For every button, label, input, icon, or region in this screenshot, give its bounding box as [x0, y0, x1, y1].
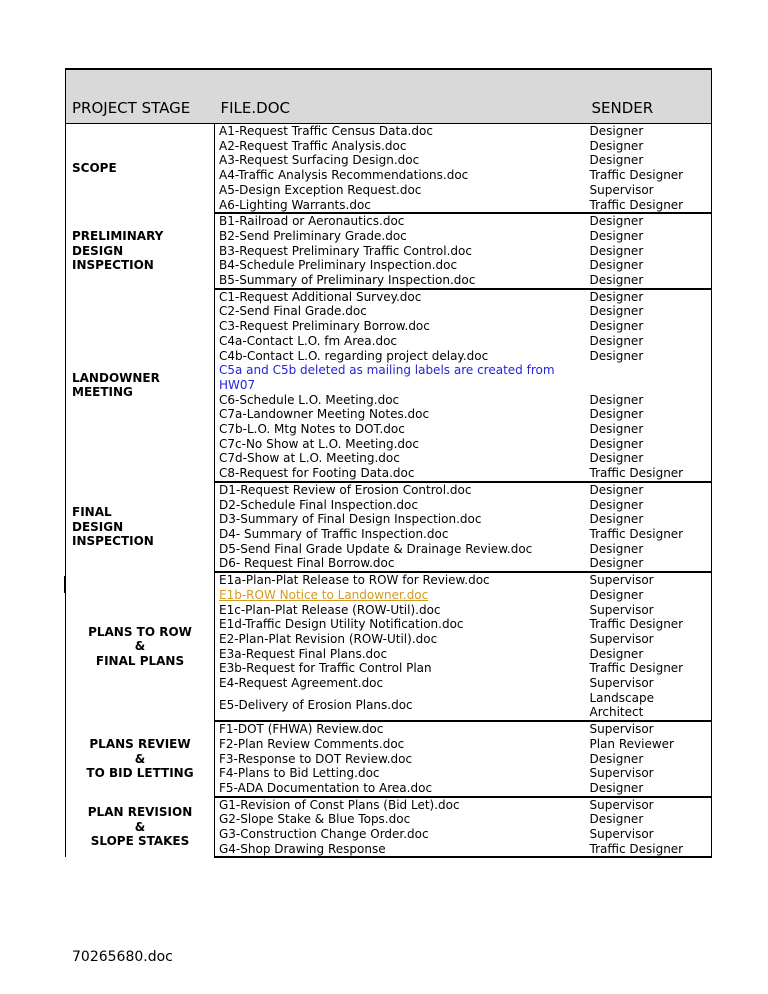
table-row — [66, 797, 712, 813]
file-cell: A5-Design Exception Request.doc — [219, 182, 422, 197]
file-cell: F5-ADA Documentation to Area.doc — [215, 781, 586, 797]
file-cell — [215, 588, 586, 603]
file-cell: A3-Request Surfacing Design.doc — [219, 153, 420, 168]
project-stage-label: MEETING — [72, 385, 133, 400]
file-cell: D5-Send Final Grade Update & Drainage Review.doc — [219, 541, 533, 556]
table-row — [66, 482, 712, 498]
project-stage-label: & — [134, 639, 146, 654]
sender-cell: Landscape Architect — [586, 691, 712, 721]
file-cell: A1-Request Traffic Census Data.doc — [219, 124, 433, 138]
file-cell: A4-Traffic Analysis Recommendations.doc — [219, 168, 469, 183]
file-cell: E1a-Plan-Plat Release to ROW for Review.doc — [219, 573, 490, 588]
file-cell: D6- Request Final Borrow.doc — [215, 556, 586, 572]
sender-cell: Designer — [586, 304, 712, 319]
sender-cell: Designer — [586, 153, 712, 168]
project-stage-label: SCOPE — [72, 161, 117, 176]
file-cell: B3-Request Preliminary Traffic Control.doc — [219, 243, 472, 258]
file-cell: E4-Request Agreement.doc — [219, 676, 384, 691]
sender-cell: Designer — [586, 588, 712, 603]
footer-filename: 70265680.doc — [72, 949, 173, 965]
sender-cell: Designer — [586, 647, 712, 662]
file-cell: C7a-Landowner Meeting Notes.doc — [219, 407, 430, 422]
file-cell: C2-Send Final Grade.doc — [219, 304, 367, 319]
project-stage-cell — [66, 124, 215, 214]
file-cell: E1c-Plan-Plat Release (ROW-Util).doc — [219, 602, 441, 617]
sender-cell: Traffic Designer — [586, 617, 712, 632]
sender-cell: Supervisor — [586, 572, 712, 588]
table-header-row — [66, 69, 712, 124]
project-stage-label: DESIGN — [72, 519, 124, 534]
project-stage-label: DESIGN — [72, 243, 124, 258]
sender-cell: Designer — [586, 273, 712, 289]
sender-cell: Traffic Designer — [586, 842, 712, 858]
file-link[interactable]: E1b-ROW Notice to Landowner.doc — [219, 587, 429, 602]
table-row — [66, 124, 712, 139]
sender-cell: Designer — [586, 407, 712, 422]
file-cell: B5-Summary of Preliminary Inspection.doc — [215, 273, 586, 289]
file-cell: A2-Request Traffic Analysis.doc — [219, 138, 407, 153]
sender-cell: Designer — [586, 393, 712, 408]
sender-cell: Traffic Designer — [586, 168, 712, 183]
sender-cell: Designer — [586, 542, 712, 557]
project-stage-cell — [66, 482, 215, 572]
project-stage-label: INSPECTION — [72, 258, 154, 273]
file-cell: B4-Schedule Preliminary Inspection.doc — [219, 258, 458, 273]
sender-cell: Traffic Designer — [586, 661, 712, 676]
file-cell: D1-Request Review of Erosion Control.doc — [219, 482, 472, 497]
file-cell: D3-Summary of Final Design Inspection.doc — [219, 512, 482, 527]
file-cell: C6-Schedule L.O. Meeting.doc — [219, 392, 400, 407]
file-cell: C1-Request Additional Survey.doc — [219, 289, 422, 304]
file-cell: E1d-Traffic Design Utility Notification.doc — [219, 617, 464, 632]
sender-cell: Supervisor — [586, 632, 712, 647]
sender-cell: Designer — [586, 334, 712, 349]
file-cell: C7c-No Show at L.O. Meeting.doc — [219, 436, 419, 451]
file-cell: C8-Request for Footing Data.doc — [215, 466, 586, 482]
file-cell: C3-Request Preliminary Borrow.doc — [219, 319, 430, 334]
file-cell: D4- Summary of Traffic Inspection.doc — [219, 526, 449, 541]
sender-cell — [586, 363, 712, 392]
project-stage-label: PRELIMINARY — [72, 228, 164, 243]
sender-cell: Designer — [586, 213, 712, 229]
sender-cell: Designer — [586, 498, 712, 513]
table-row — [66, 721, 712, 737]
sender-cell: Designer — [586, 258, 712, 273]
sender-cell: Supervisor — [586, 721, 712, 737]
sender-cell: Supervisor — [586, 827, 712, 842]
project-stage-label: PLANS TO ROW — [88, 624, 192, 639]
sender-cell: Designer — [586, 752, 712, 767]
file-cell: C7b-L.O. Mtg Notes to DOT.doc — [219, 422, 405, 437]
header-sender: SENDER — [586, 69, 712, 124]
project-stage-cell — [66, 572, 215, 721]
sender-cell: Designer — [586, 124, 712, 139]
sender-cell: Designer — [586, 437, 712, 452]
sender-cell: Designer — [586, 556, 712, 572]
file-cell: F2-Plan Review Comments.doc — [219, 736, 405, 751]
file-cell: D2-Schedule Final Inspection.doc — [219, 497, 418, 512]
sender-cell: Traffic Designer — [586, 198, 712, 214]
project-stage-label: & — [134, 751, 146, 766]
project-stage-label: PLANS REVIEW — [89, 736, 191, 751]
text-cursor — [64, 576, 65, 593]
file-cell: F4-Plans to Bid Letting.doc — [219, 766, 380, 781]
project-stage-cell — [66, 213, 215, 289]
project-stage-label: INSPECTION — [72, 534, 154, 549]
file-cell: E5-Delivery of Erosion Plans.doc — [215, 691, 586, 721]
sender-cell: Supervisor — [586, 766, 712, 781]
sender-cell: Designer — [586, 244, 712, 259]
file-cell: C4a-Contact L.O. fm Area.doc — [219, 333, 398, 348]
sender-cell: Supervisor — [586, 603, 712, 618]
sender-cell: Supervisor — [586, 676, 712, 691]
sender-cell: Plan Reviewer — [586, 737, 712, 752]
project-stage-label: SLOPE STAKES — [90, 834, 190, 849]
sender-cell: Designer — [586, 229, 712, 244]
sender-cell: Designer — [586, 349, 712, 364]
file-cell: E3b-Request for Traffic Control Plan — [219, 661, 432, 676]
project-stage-label: TO BID LETTING — [86, 766, 194, 781]
table-row — [66, 213, 712, 229]
file-cell: G4-Shop Drawing Response — [215, 842, 586, 858]
sender-cell: Designer — [586, 482, 712, 498]
sender-cell: Supervisor — [586, 797, 712, 813]
project-stage-label: LANDOWNER — [72, 370, 160, 385]
sender-cell: Designer — [586, 512, 712, 527]
table-body — [66, 124, 712, 858]
project-stage-label: FINAL PLANS — [95, 653, 185, 668]
file-cell: G1-Revision of Const Plans (Bid Let).doc — [219, 797, 460, 812]
project-stage-label: & — [134, 819, 146, 834]
project-stage-cell — [66, 289, 215, 482]
file-cell: G2-Slope Stake & Blue Tops.doc — [219, 812, 411, 827]
document-table — [65, 68, 712, 858]
sender-cell: Designer — [586, 422, 712, 437]
file-cell: F3-Response to DOT Review.doc — [219, 751, 413, 766]
sender-cell: Designer — [586, 812, 712, 827]
sender-cell: Traffic Designer — [586, 527, 712, 542]
header-project-stage: PROJECT STAGE — [66, 69, 215, 124]
sender-cell: Designer — [586, 289, 712, 305]
file-cell: E3a-Request Final Plans.doc — [219, 646, 388, 661]
file-cell: C7d-Show at L.O. Meeting.doc — [219, 451, 400, 466]
sender-cell: Designer — [586, 781, 712, 797]
file-cell: E2-Plan-Plat Revision (ROW-Util).doc — [219, 631, 438, 646]
file-cell: A6-Lighting Warrants.doc — [215, 198, 586, 214]
sender-cell: Supervisor — [586, 183, 712, 198]
file-cell: C4b-Contact L.O. regarding project delay.doc — [219, 348, 489, 363]
file-cell: B1-Railroad or Aeronautics.doc — [219, 214, 405, 229]
table-row — [66, 572, 712, 588]
project-stage-label: PLAN REVISION — [87, 804, 193, 819]
table-row — [66, 289, 712, 305]
sender-cell: Designer — [586, 319, 712, 334]
project-stage-label: FINAL — [72, 504, 112, 519]
sender-cell: Designer — [586, 139, 712, 154]
file-cell: F1-DOT (FHWA) Review.doc — [219, 722, 384, 737]
file-cell: G3-Construction Change Order.doc — [219, 827, 429, 842]
file-cell: B2-Send Preliminary Grade.doc — [219, 228, 407, 243]
sender-cell: Designer — [586, 451, 712, 466]
project-stage-cell — [66, 721, 215, 797]
project-stage-cell — [66, 797, 215, 858]
sender-cell: Traffic Designer — [586, 466, 712, 482]
note-cell: C5a and C5b deleted as mailing labels are created from HW07 — [219, 363, 555, 392]
header-file-doc: FILE.DOC — [215, 69, 586, 124]
